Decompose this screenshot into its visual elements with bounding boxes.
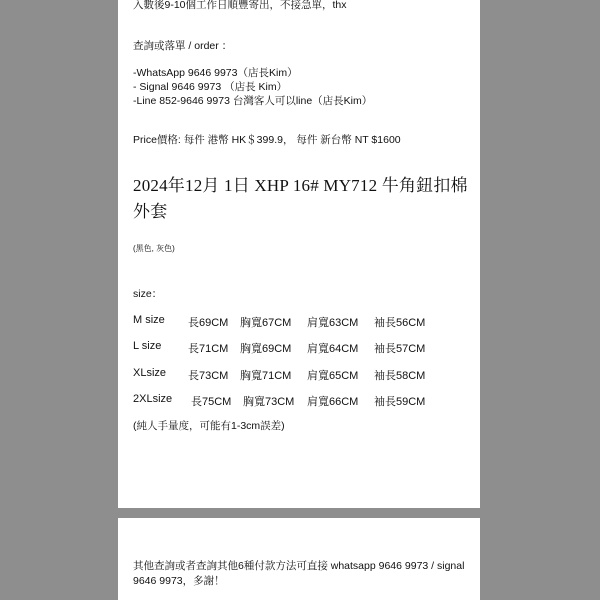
size-label: M size — [133, 314, 165, 326]
size-heading: size： — [133, 288, 163, 300]
chest-value: 胸寬71CM — [240, 370, 292, 382]
contact-heading: 查詢或落單 / order ： — [133, 40, 233, 52]
shoulder-value: 肩寬64CM — [307, 343, 359, 355]
contact-whatsapp: -WhatsApp 9646 9973（店長Kim） — [133, 67, 298, 79]
length-value: 長73CM — [188, 370, 229, 382]
shoulder-value: 肩寬63CM — [307, 317, 359, 329]
length-value: 長75CM — [191, 396, 232, 408]
contact-signal: - Signal 9646 9973 （店長 Kim） — [133, 81, 288, 93]
size-label: XLsize — [133, 367, 167, 379]
shipping-note: 入數後9-10個工作日順豐寄出，不接急單，thx — [133, 0, 347, 11]
chest-value: 胸寬67CM — [240, 317, 292, 329]
price-line: Price價格: 每件 港幣 HK＄399.9， 每件 新台幣 NT $1600 — [133, 134, 401, 146]
contact-line: -Line 852-9646 9973 台灣客人可以line（店長Kim） — [133, 95, 373, 107]
shoulder-value: 肩寬66CM — [307, 396, 359, 408]
size-row-m — [133, 314, 473, 328]
chest-value: 胸寬73CM — [243, 396, 295, 408]
shoulder-value: 肩寬65CM — [307, 370, 359, 382]
footer-contact: 其他查詢或者查詢其他6種付款方法可直接 whatsapp 9646 9973 / signal 9646 9973，多謝！ — [133, 560, 465, 587]
sleeve-value: 袖長59CM — [374, 396, 426, 408]
size-row-l — [133, 340, 473, 354]
length-value: 長71CM — [188, 343, 229, 355]
size-label: L size — [133, 340, 162, 352]
sleeve-value: 袖長57CM — [374, 343, 426, 355]
sleeve-value: 袖長56CM — [374, 317, 426, 329]
chest-value: 胸寬69CM — [240, 343, 292, 355]
size-label: 2XLsize — [133, 393, 173, 405]
length-value: 長69CM — [188, 317, 229, 329]
product-title: 2024年12月 1日 XHP 16# MY712 牛角鈕扣棉外套 — [133, 176, 468, 221]
color-options: (黑色, 灰色) — [133, 244, 175, 253]
document-page — [118, 0, 480, 508]
measurement-note: (純人手量度，可能有1-3cm誤差) — [133, 420, 285, 432]
document-page-2 — [118, 518, 480, 600]
sleeve-value: 袖長58CM — [374, 370, 426, 382]
size-row-2xl — [133, 393, 473, 407]
size-row-xl — [133, 367, 473, 381]
